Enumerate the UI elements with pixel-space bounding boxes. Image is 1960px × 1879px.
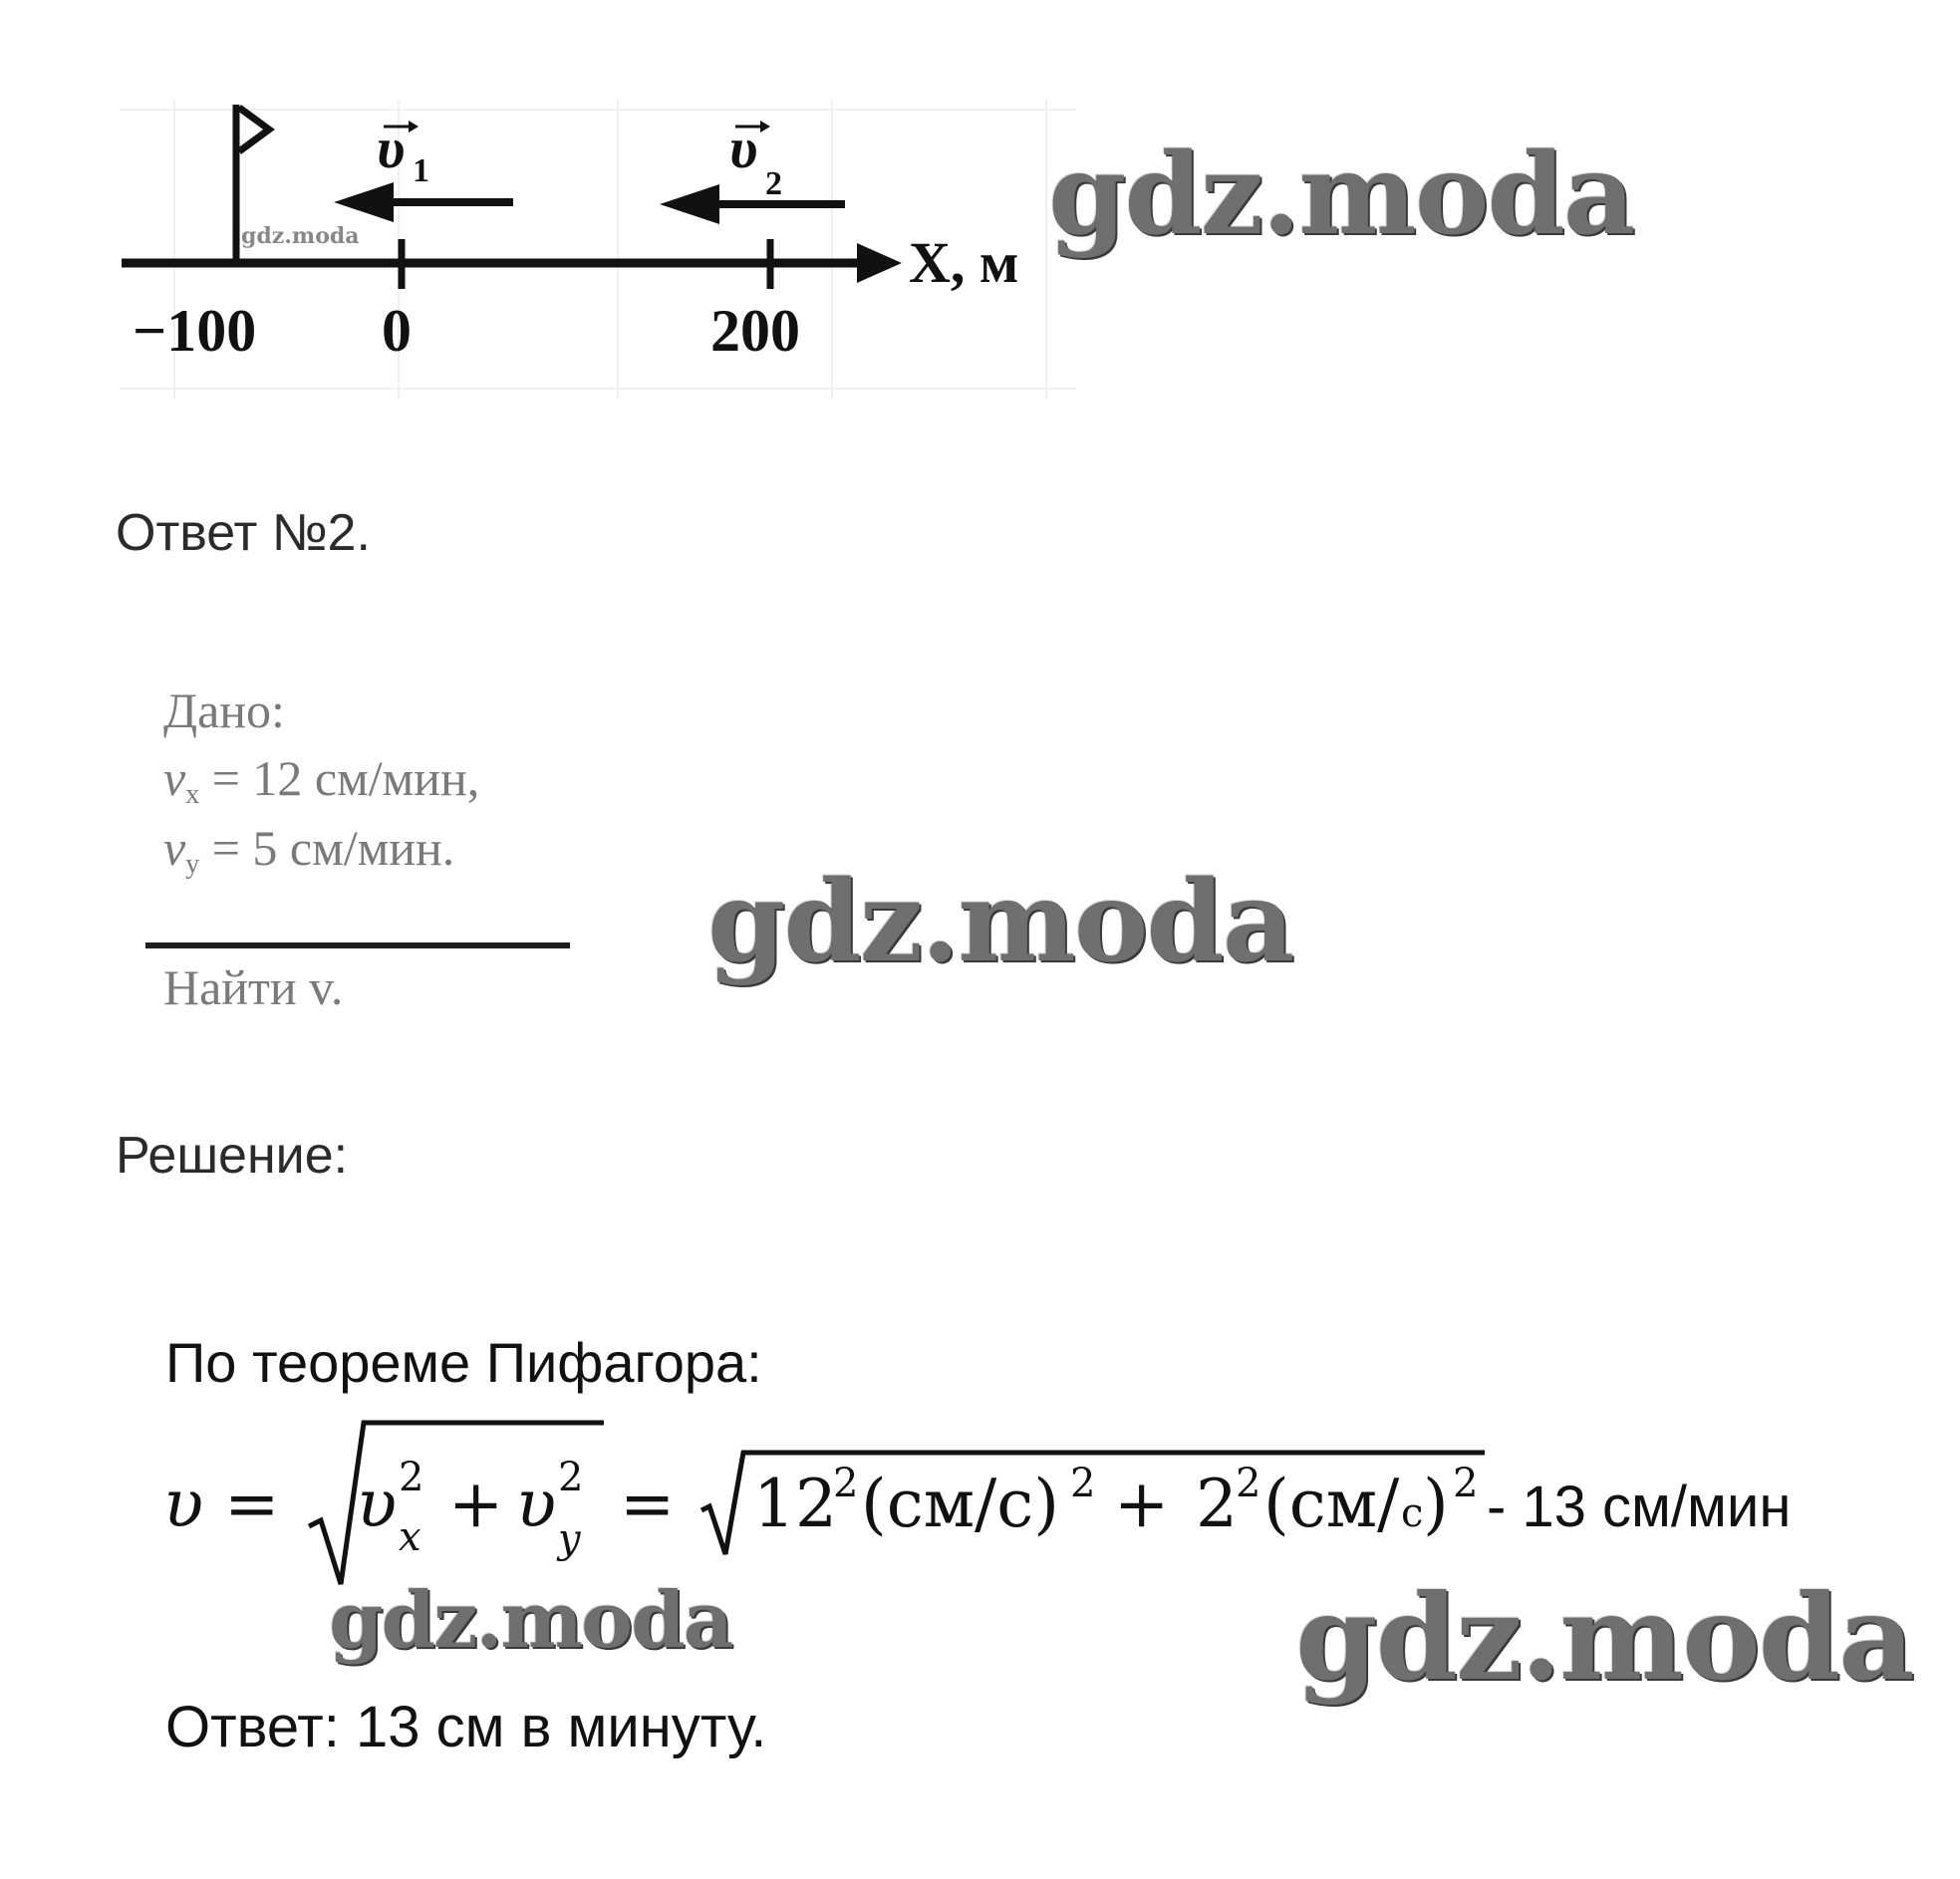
small-watermark: gdz.moda [241, 223, 360, 249]
v2-label [729, 116, 782, 202]
given-vx [163, 750, 480, 810]
axis-label: X, м [909, 230, 1019, 295]
tick-label-0: 0 [382, 298, 412, 364]
formula-vy-sub: y [558, 1516, 581, 1562]
pythagoras-title: По теореме Пифагора: [165, 1331, 762, 1394]
formula-2: 2 [1196, 1466, 1238, 1542]
flag-icon [239, 108, 269, 151]
final-answer: Ответ: 13 см в минуту. [165, 1695, 767, 1759]
svg-text:1: 1 [413, 152, 429, 189]
v1-label [377, 116, 429, 189]
vy-value: = 5 см/мин. [199, 820, 455, 876]
formula-vx-sq: 2 [399, 1455, 424, 1500]
vx-subscript: x [185, 779, 200, 810]
v2-arrowhead [660, 184, 719, 224]
tick-label-200: 200 [710, 298, 800, 364]
formula-lhs: υ = [163, 1466, 280, 1542]
watermark: gdz.moda [707, 857, 1293, 987]
formula-unit-2: (см/ [1263, 1466, 1400, 1542]
formula-12-sq: 2 [833, 1461, 859, 1506]
formula-vy-sq: 2 [558, 1455, 584, 1500]
formula-unit-2-sq: 2 [1453, 1461, 1479, 1506]
watermark: gdz.moda [1295, 1568, 1913, 1707]
formula-eq: = [620, 1466, 676, 1542]
watermark: gdz.moda [1048, 130, 1634, 260]
x-axis-arrowhead [857, 243, 902, 283]
formula-unit-1: (см/с) [861, 1466, 1059, 1542]
formula-vx: υ [357, 1466, 398, 1542]
given-title: Дано: [163, 682, 285, 738]
motion-diagram [0, 0, 1960, 428]
formula-result: - 13 см/мин [1487, 1475, 1792, 1539]
vx-symbol: v [163, 750, 186, 806]
given-vy [163, 820, 455, 880]
formula-12: 12 [753, 1466, 837, 1542]
formula-plus-2: + [1114, 1466, 1170, 1542]
formula-2-sq: 2 [1236, 1461, 1261, 1506]
svg-text:υ: υ [377, 116, 406, 180]
v1-arrowhead [334, 182, 394, 222]
vy-subscript: y [185, 849, 200, 880]
vx-value: = 12 см/мин, [199, 750, 480, 806]
formula-unit-2-close: ) [1423, 1466, 1449, 1542]
solution-heading: Решение: [116, 1127, 349, 1185]
formula-vy: υ [516, 1466, 557, 1542]
svg-text:2: 2 [765, 165, 782, 202]
vy-symbol: v [163, 820, 186, 876]
pythagoras-formula [159, 1415, 1933, 1594]
answer-number-heading: Ответ №2. [116, 504, 371, 562]
watermark: gdz.moda [329, 1575, 732, 1666]
given-divider [145, 942, 570, 948]
svg-text:υ: υ [729, 116, 758, 180]
formula-plus-1: + [448, 1466, 504, 1542]
formula-vx-sub: x [399, 1514, 421, 1560]
find-label: Найти v. [163, 959, 344, 1015]
formula-unit-1-sq: 2 [1070, 1461, 1096, 1506]
formula-unit-2-c: c [1401, 1490, 1424, 1536]
tick-label-neg100: −100 [133, 298, 257, 364]
